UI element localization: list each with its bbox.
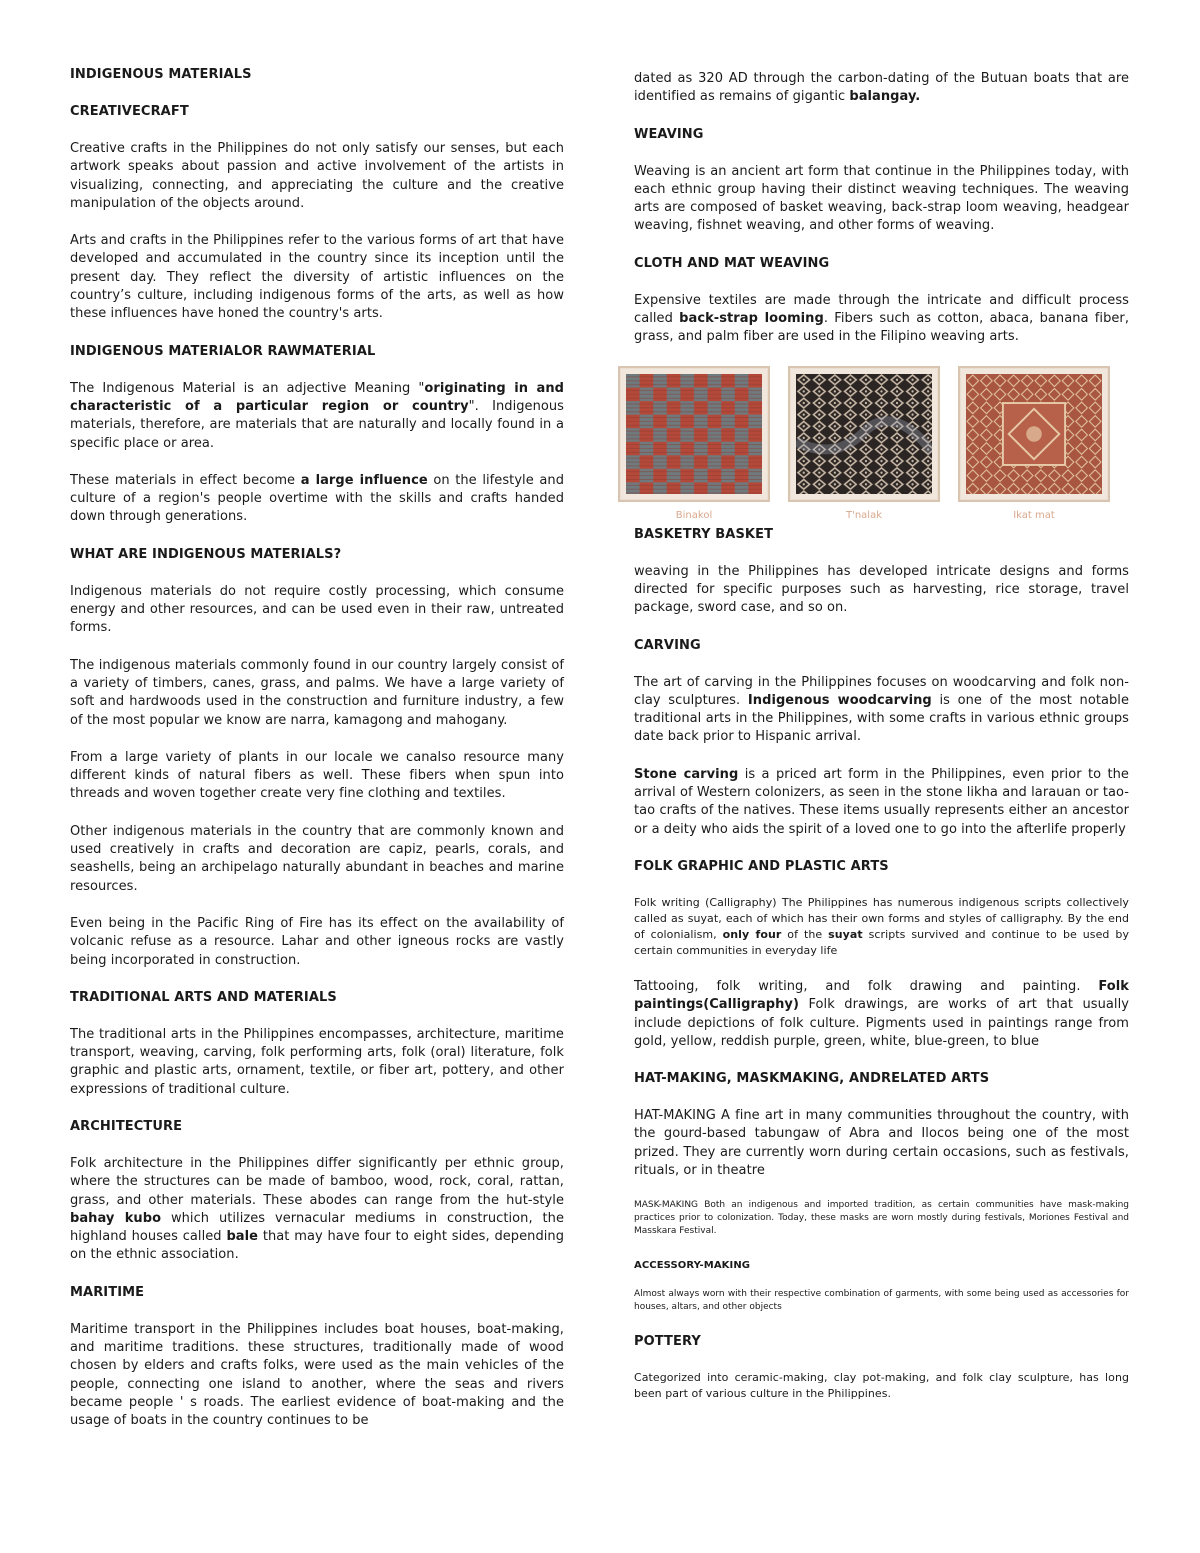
tnalak-image [796,374,932,494]
left-column [70,66,564,1450]
document-title: INDIGENOUS MATERIALS [70,67,252,82]
paragraph-creative-crafts: Creative crafts in the Philippines do not only satisfy our senses, but each artwork speaks about passion and active involvement of the artists in visualizing, connecting, and appreciating the culture and the creative manipulation of the objects around. [70,141,564,211]
heading-pottery: POTTERY [634,1334,701,1350]
caption-ikat-mat: Ikat mat [1013,509,1055,521]
ikat-mat-image [966,374,1102,494]
heading-creativecraft: CREATIVECRAFT [70,104,189,119]
heading-architecture: ARCHITECTURE [70,1118,183,1134]
tnalak-photo [788,366,940,502]
paragraph-carving: The art of carving in the Philippines focuses on woodcarving and folk non-clay sculptures. Indigenous woodcarving is one of the most notable traditional arts in the Philippines, with some crafts in various ethnic groups date back prior to Hispanic arrival. [634,674,1130,745]
heading-what-are: WHAT ARE INDIGENOUS MATERIALS? [70,546,342,562]
paragraph-hat-making: HAT-MAKING A fine art in many communities throughout the country, with the gourd-based tabungaw of Abra and Ilocos being one of the most prized. They are currently worn during certain occasions, such as festivals, rituals, or in theatre [634,1108,1129,1179]
paragraph-mask-making: MASK-MAKING Both an indigenous and imported tradition, as certain communities have mask-making practices prior to colonization. Today, these masks are worn mostly during festivals, Moriones Festival and Masskara Festival. [634,1200,1129,1237]
paragraph-fibers: From a large variety of plants in our locale we canalso resource many different kinds of natural fibers as well. These fibers when spun into threads and woven together create very fine clothing and textiles. [70,749,564,802]
heading-maritime: MARITIME [70,1284,145,1300]
heading-folk-graphic: FOLK GRAPHIC AND PLASTIC ARTS [634,858,889,874]
heading-weaving: WEAVING [634,126,704,142]
paragraph-maritime: Maritime transport in the Philippines includes boat houses, boat-making, and maritime traditions. these structures, traditionally made of wood chosen by elders and crafts folks, were used as the main vehicles of the people, connecting one island to another, where the seas and rivers became people ' s roads. The earliest evidence of boat-making and the usage of boats in the country continues to be [70,1321,564,1429]
binakol-photo [618,366,770,502]
paragraph-cloth-and-mat: Expensive textiles are made through the intricate and difficult process called back-strap looming. Fibers such as cotton, abaca, banana fiber, grass, and palm fiber are used in the Filipino weaving arts. [634,292,1130,345]
paragraph-lahar: Even being in the Pacific Ring of Fire has its effect on the availability of volcanic refuse as a resource. Lahar and other igneous rocks are vastly being incorporated in construction. [70,915,564,968]
binakol-image [626,374,762,494]
paragraph-arts-and-crafts: Arts and crafts in the Philippines refer to the various forms of art that have developed and accumulated in the country since its inception until the present day. They reflect the diversity of artistic influences on the country’s culture, including indigenous forms of the arts, as well as how these influences have honed the country's arts. [70,233,564,322]
paragraph-stone-carving: Stone carving is a priced art form in the Philippines, even prior to the arrival of Western colonizers, as seen in the stone likha and larauan or tao-tao crafts of the natives. These items usually represents either an ancestor or a deity who aids the spirit of a loved one to go into the afterlife properly [634,766,1129,837]
paragraph-accessory: Almost always worn with their respective combination of garments, with some being used as accessories for houses, altars, and other objects [634,1289,1129,1313]
paragraph-timber: The indigenous materials commonly found in our country largely consist of a variety of timbers, canes, grass, and palms. We have a large variety of soft and hardwoods used in the construction and furniture industry, a few of the most popular we know are narra, kamagong and mahogany. [70,657,564,728]
paragraph-folk-writing: Folk writing (Calligraphy) The Philippines has numerous indigenous scripts collectively called as suyat, each of which has their own forms and styles of calligraphy. By the end of colonialism, only four of the suyat scripts survived and continue to be used by certain communities in everyday life [634,895,1129,957]
paragraph-maritime-continued: dated as 320 AD through the carbon-dating of the Butuan boats that are identified as remains of gigantic balangay. [634,71,1129,105]
paragraph-definition: The Indigenous Material is an adjective Meaning "originating in and characteristic of a particular region or country". Indigenous materials, therefore, are materials that are naturally and locally found in a specific place or area. [70,380,565,451]
heading-traditional-arts: TRADITIONAL ARTS AND MATERIALS [70,989,337,1005]
paragraph-architecture: Folk architecture in the Philippines differ significantly per ethnic group, where the structures can be made of bamboo, wood, rock, coral, rattan, grass, and other materials. These abodes can range from the hut-style bahay kubo which utilizes vernacular mediums in construction, the highland houses called bale that may have four to eight sides, depending on the ethnic association. [70,1155,565,1263]
caption-tnalak: T'nalak [845,509,883,521]
heading-basketry: BASKETRY BASKET [634,526,774,542]
caption-binakol: Binakol [675,509,713,521]
heading-cloth-and-mat: CLOTH AND MAT WEAVING [634,255,830,271]
paragraph-pottery: Categorized into ceramic-making, clay pot-making, and folk clay sculpture, has long been part of various culture in the Philippines. [634,1371,1129,1401]
ikat-mat-photo [958,366,1110,502]
paragraph-influence: These materials in effect become a large influence on the lifestyle and culture of a region's people overtime with the skills and crafts handed down through generations. [70,472,564,525]
heading-accessory-making: ACCESSORY-MAKING [634,1260,751,1272]
heading-carving: CARVING [634,637,701,653]
heading-hat-making: HAT-MAKING, MASKMAKING, ANDRELATED ARTS [634,1071,990,1087]
paragraph-traditional-arts: The traditional arts in the Philippines encompasses, architecture, maritime transport, weaving, carving, folk performing arts, folk (oral) literature, folk graphic and plastic arts, ornament, textile, or fiber art, pottery, and other expressions of traditional culture. [70,1026,564,1097]
paragraph-capiz: Other indigenous materials in the country that are commonly known and used creatively in crafts and decoration are capiz, pearls, corals, and seashells, being an archipelago naturally abundant in beaches and marine resources. [70,823,564,894]
paragraph-weaving: Weaving is an ancient art form that continue in the Philippines today, with each ethnic group having their distinct weaving techniques. The weaving arts are composed of basket weaving, back-strap loom weaving, headgear weaving, fishnet weaving, and other forms of weaving. [634,163,1129,234]
textile-figure [618,366,1118,526]
paragraph-tattooing: Tattooing, folk writing, and folk drawing and painting. Folk paintings(Calligraphy) Folk drawings, are works of art that usually include depictions of folk culture. Pigments used in paintings range from gold, yellow, reddish purple, green, white, blue-green, to blue [634,978,1129,1049]
paragraph-costly: Indigenous materials do not require costly processing, which consume energy and other resources, and can be used even in their raw, untreated forms. [70,583,564,636]
right-column [634,70,1129,1421]
heading-raw-material: INDIGENOUS MATERIALOR RAWMATERIAL [70,343,376,359]
paragraph-basketry: weaving in the Philippines has developed intricate designs and forms directed for specific purposes such as harvesting, rice storage, travel package, sword case, and so on. [634,563,1129,616]
